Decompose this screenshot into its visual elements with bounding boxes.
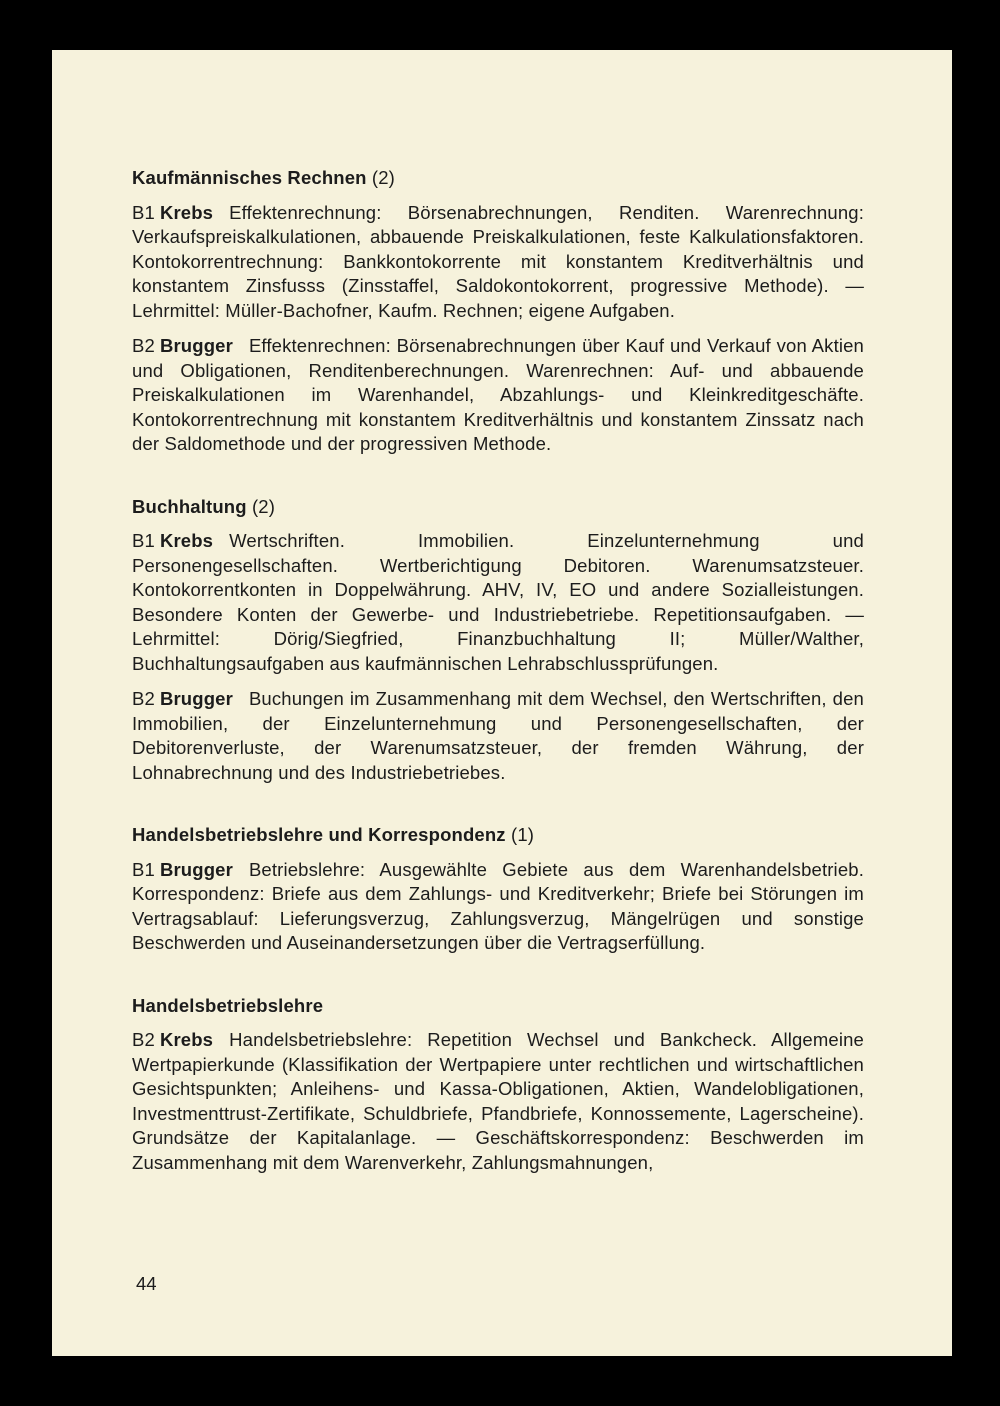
teacher-name: Brugger: [159, 688, 233, 709]
course-description: Betriebslehre: Ausgewählte Gebiete aus dem Warenhandelsbetrieb. Korrespondenz: Briefe aus dem Zahlungs- und Kreditverkehr; Briefe bei Störungen im Vertragsablauf: Lieferungsverzug, Zahlungsverzug, Mängelrügen und sonstige Beschwerden und Auseinandersetzungen über die Vertragserfüllung.: [132, 858, 864, 953]
section-title: Kaufmännisches Rechnen: [132, 167, 367, 188]
course-entry: [132, 334, 864, 457]
page-content: [132, 166, 864, 1213]
class-code: B2: [132, 1029, 155, 1050]
course-entry: [132, 858, 864, 956]
class-code: B1: [132, 858, 155, 880]
course-description: Handelsbetriebslehre: Repetition Wechsel und Bankcheck. Allgemeine Wertpapierkunde (Klassifikation der Wertpapiere unter rechtlichen und wirtschaftlichen Gesichtspunkten; Anleihens- und Kassa-Obligationen, Aktien, Wandelobligationen, Investmenttrust-Zertifikate, Schuldbriefe, Pfandbriefe, Konnossemente, Lagerscheine). Grundsätze der Kapitalanlage. — Geschäftskorrespondenz: Beschwerden im Zusammenhang mit dem Warenverkehr, Zahlungsmahnungen,: [132, 1029, 864, 1173]
class-code: B1: [132, 201, 155, 223]
class-code: B1: [132, 530, 155, 551]
page-number: 44: [136, 1273, 157, 1294]
teacher-name: Krebs: [159, 1029, 214, 1050]
section-hours: (2): [252, 495, 276, 517]
section-hours: (2): [371, 167, 395, 188]
class-code: B2: [132, 688, 155, 709]
section-title: Buchhaltung: [132, 495, 247, 517]
section-buchhaltung: [132, 495, 864, 786]
section-handelsbetriebslehre-korrespondenz: [132, 823, 864, 956]
teacher-name: Krebs: [159, 201, 214, 223]
section-heading: [132, 823, 864, 848]
class-code: B2: [132, 335, 155, 356]
course-entry: [132, 201, 864, 324]
section-hours: (1): [511, 824, 535, 845]
course-entry: [132, 687, 864, 785]
section-heading: [132, 495, 864, 520]
course-description: Wertschriften. Immobilien. Einzelunternehmung und Personengesellschaften. Wertberichtigung Debitoren. Warenumsatzsteuer. Kontokorrentkonten in Doppelwährung. AHV, IV, EO und andere Sozialleistungen. Besondere Konten der Gewerbe- und Industriebetriebe. Repetitionsaufgaben. — Lehrmittel: Dörig/Siegfried, Finanzbuchhaltung II; Müller/Walther, Buchhaltungsaufgaben aus kaufmännischen Lehrabschlussprüfungen.: [132, 530, 864, 674]
section-heading: [132, 166, 864, 191]
course-description: Effektenrechnung: Börsenabrechnungen, Renditen. Warenrechnung: Verkaufspreiskalkulationen, abbauende Preiskalkulationen, feste Kalkulationsfaktoren. Kontokorrentrechnung: Bankkontokorrente mit konstantem Kreditverhältnis und konstantem Zinsfusss (Zinsstaffel, Saldokontokorrent, progressive Methode). — Lehrmittel: Müller-Bachofner, Kaufm. Rechnen; eigene Aufgaben.: [132, 201, 864, 321]
teacher-name: Brugger: [159, 858, 233, 880]
course-entry: [132, 1028, 864, 1175]
section-title: Handelsbetriebslehre und Korrespondenz: [132, 824, 506, 845]
course-description: Effektenrechnen: Börsenabrechnungen über Kauf und Verkauf von Aktien und Obligationen, Renditenberechnungen. Warenrechnen: Auf- und abbauende Preiskalkulationen im Warenhandel, Abzahlungs- und Kleinkreditgeschäfte. Kontokorrentrechnung mit konstantem Kreditverhältnis und konstantem Zinssatz nach der Saldomethode und der progressiven Methode.: [132, 335, 864, 454]
course-entry: [132, 529, 864, 676]
section-handelsbetriebslehre: [132, 994, 864, 1176]
document-page: [52, 50, 952, 1356]
course-description: Buchungen im Zusammenhang mit dem Wechsel, den Wertschriften, den Immobilien, der Einzelunternehmung und Personengesellschaften, der Debitorenverluste, der Warenumsatzsteuer, der fremden Währung, der Lohnabrechnung und des Industriebetriebes.: [132, 688, 864, 783]
section-kaufmaennisches-rechnen: [132, 166, 864, 457]
section-title: Handelsbetriebslehre: [132, 994, 324, 1016]
teacher-name: Krebs: [159, 530, 214, 551]
section-heading: [132, 994, 864, 1019]
teacher-name: Brugger: [159, 335, 233, 356]
